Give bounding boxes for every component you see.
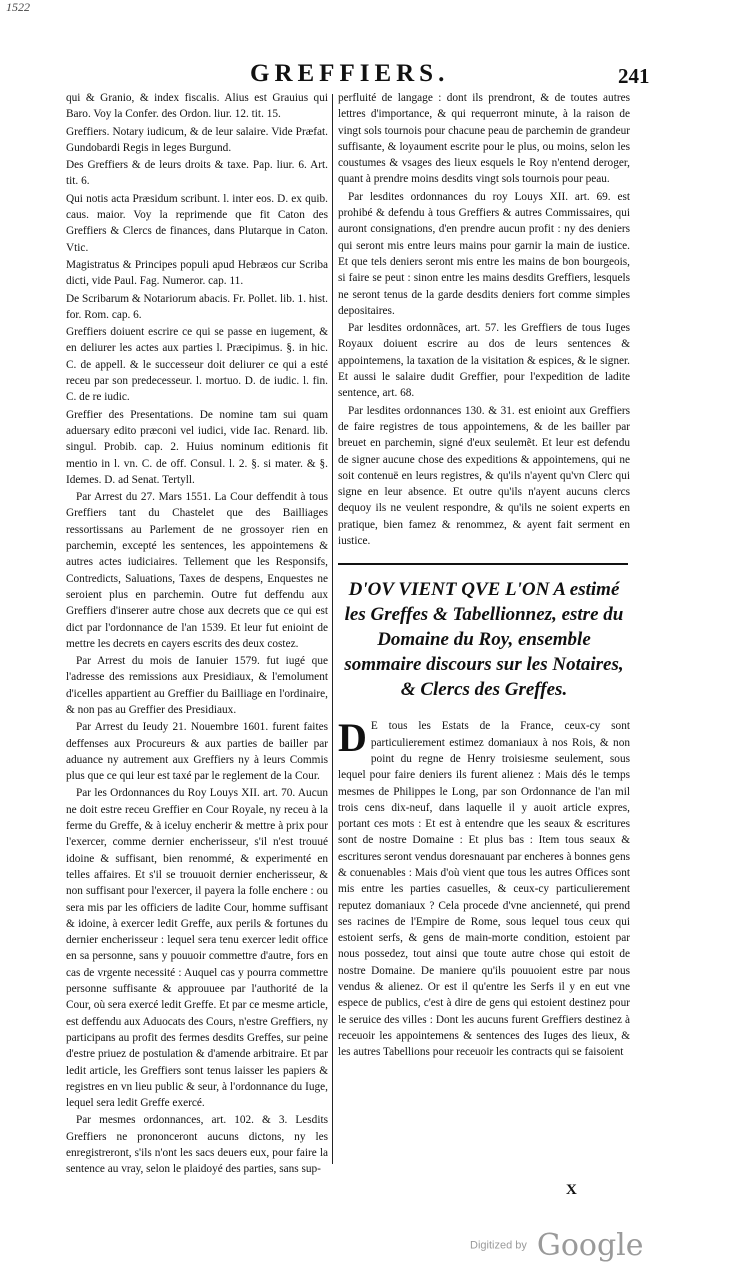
left-paragraph: Par mesmes ordonnances, art. 102. & 3. Lesdits Greffiers ne prononceront aucuns dictons, ny les enregistreront, s'ils n'ont les sacs deuers eux, pour faire la sentence au vray, selon le plaidoyé des parties, sans sup- bbox=[66, 1114, 328, 1176]
digitized-watermark bbox=[470, 1228, 644, 1263]
page-number: 241 bbox=[618, 64, 650, 88]
running-title: GREFFIERS. bbox=[250, 60, 450, 87]
left-paragraph: Magistratus & Principes populi apud Hebræos cur Scriba dicti, vide Paul. Fag. Numeror. cap. 11. bbox=[66, 258, 328, 288]
section-title: D'OV VIENT QVE L'ON A estimé les Greffes & Tabellionnez, estre du Domaine du Roy, ensemble sommaire discours sur les Notaires, & Clercs des Greffes. bbox=[344, 579, 624, 701]
section-body-text: E tous les Estats de la France, ceux-cy sont particulierement estimez domaniaux à nos Rois, & non point du regne de Henry troisiesme seulement, sous lequel pour faire deniers ils furent alienez : Mais dés le temps mesmes de Philippes le Long, par son Ordonnance de l'an mil trois cens dix-neuf, dans laquelle il y auoit article expres, portant ces mots : Et est à entendre que les seaux & escritures sont de nostre Domaine : Et plus bas : Item tous seaux & escritures seront vendus doresnauant par encheres à bonnes gens & conuenables : Mais d'où vient que tous les autres Offices sont mis entre les parties casuelles, & ceux-cy particulierement reputez domaniaux ? Cela procede d'vne ancienneté, qui prend ses racines de l'Empire de Rome, sous lequel tous ceux qui estoient serfs, & gens de main-morte condition, estoient par nous possedez, tout ainsi que toute autre chose qui estoit de nostre Domaine. De maniere qu'ils pouuoient estre par nous vendus & alienez. Or est il qu'entre les Serfs il y en eut vne espece de publics, c'est à dire de gens qui estoient destinez pour le seruice des villes : Dont les aucuns furent Greffiers destinez à receuoir les appointemens & sentences des Iuges des lieux, & les autres Tabellions pour receuoir les contracts qui se faisoient bbox=[338, 720, 630, 1059]
right-paragraph: perfluité de langage : dont ils prendront, & de toutes autres lettres d'importance, & qui requerront minute, à la raison de vingt sols tournois pour chacune peau de parchemin de grandeur suffisante, & loyaument escrite pour le plus, ou moins, selon les coustumes & vsages des lieux esquels le Roy n'entend deroger, quant à prendre moins desdits vingt sols tournois pour peau. bbox=[338, 92, 630, 186]
left-paragraph: Par Arrest du mois de Ianuier 1579. fut iugé que l'adresse des remissions aux Presidiaux, & l'emolument d'icelles appartient au Greffier du Bailliage en l'ordinaire, & non pas au Greffier des Presidiaux. bbox=[66, 655, 328, 716]
watermark-brand: Google bbox=[536, 1228, 644, 1263]
left-column bbox=[66, 90, 328, 1179]
right-column bbox=[338, 90, 630, 1062]
section-body bbox=[338, 715, 630, 1060]
left-paragraph: De Scribarum & Notariorum abacis. Fr. Pollet. lib. 1. hist. for. Rom. cap. 6. bbox=[66, 292, 328, 321]
left-paragraph: Greffier des Presentations. De nomine tam sui quam aduersary edito præconi vel iudici, vide Iac. Renard. lib. singul. Probib. cap. 2. Huius nominum editionis fit mentio in l. vn. C. de off. Consul. l. 2. §. si mater. & §. Idemes. D. ad Senat. Tertyll. bbox=[66, 408, 328, 486]
left-paragraph: Des Greffiers & de leurs droits & taxe. Pap. liur. 6. Art. tit. 6. bbox=[66, 159, 328, 188]
watermark-prefix: Digitized by bbox=[470, 1239, 527, 1252]
right-paragraph: Par lesdites ordonnãces, art. 57. les Greffiers de tous Iuges Royaux doiuent escrire au dos de leurs sentences & appointemens, la taxation de la visitation & espices, & le signer. Et aussi le salaire dudit Greffier, pour l'expedition de ladite sentence, art. 68. bbox=[338, 322, 630, 400]
right-paragraph: Par lesdites ordonnances du roy Louys XII. art. 69. est prohibé & defendu à tous Greffiers & autres Commissaires, qui auront consignations, d'en prendre aucun profit : ny des deniers qui seront mis entre leurs mains pour garnir la main de iustice. Et que tels deniers seront mis entre les mains de bon bourgeois, si faire se peut : sinon entre les mains desdits Greffiers, lesquels ne seront tenus de la garde desdits deniers fort comme simples depositaires. bbox=[338, 190, 630, 317]
margin-note: 1522 bbox=[6, 0, 30, 14]
left-paragraph: Par les Ordonnances du Roy Louys XII. art. 70. Aucun ne doit estre receu Greffier en Cour Royale, ny receu à la ferme du Greffe, & à iceluy encherir & mettre à prix pour l'exercer, comme dernier encherisseur, s'il n'est trouué idoine & suffisant, bien renommé, & experimenté en telles affaires. Et s'il se trouuoit dernier encherisseur, & non suffisant pour l'exercer, il payera la folle enchere : ou sera mis par les officiers de ladite Cour, homme suffisant & idoine, à exercer ledit Greffe, aux perils & fortunes du dernier encherisseur : lequel sera tenu exercer ledit office en sa personne, sans y pouuoir commettre d'autre, fors en cas de vrgente necessité : Auquel cas y pourra commettre personne suffisante & approuuee par l'authorité de la Cour, où sera exercé ledit Greffe. Et par ce mesme article, est deffendu aux Aduocats des Cours, n'estre Greffiers, ny participans au profit des fermes desdits Greffes, sur peine d'estre priuez de postulation & d'amende arbitraire. Et par ledit article, les Greffiers sont tenus laisser les papiers & registres en vn lieu public & seur, à l'ordonnance du Iuge, lequel sera ledit Greffe exercé. bbox=[66, 787, 329, 1110]
section-divider bbox=[338, 563, 628, 565]
left-paragraph: Greffiers doiuent escrire ce qui se passe en iugement, & en deliurer les actes aux parties l. Præcipimus. §. in hic. C. de appell. & le successeur doit deliurer ce qui a esté receu par son predecesseur. l. mortuo. D. de iudic. l. fin. C. de re iudic. bbox=[66, 326, 328, 404]
right-paragraph: Par lesdites ordonnances 130. & 31. est enioint aux Greffiers de faire registres de tous appointemens, & de les bailler par breuet en parchemin, signé d'eux seulemẽt. Et leur est defendu de signer aucune chose des expeditions & appointemens, qui ne soit contenuë en leurs registres, & qu'ils n'ayent qu'vn Clerc qui signe en leur absence. Et outre qu'ils n'ayent aucuns clercs dequoy ils ne veulent respondre, & qu'ils ne soient experts en pratique, bien famez & renommez, & ayent fait serment en iustice. bbox=[338, 404, 630, 548]
left-paragraph: qui & Granio, & index fiscalis. Alius est Grauius qui Baro. Voy la Confer. des Ordon. liur. 12. tit. 15. bbox=[66, 92, 328, 121]
column-divider bbox=[332, 94, 333, 1164]
left-paragraph: Greffiers. Notary iudicum, & de leur salaire. Vide Præfat. Gundobardi Regis in leges Burgund. bbox=[66, 125, 328, 154]
left-paragraph: Par Arrest du Ieudy 21. Nouembre 1601. furent faites deffenses aux Procureurs & aux parties de bailler par aduance ny autrement aux Greffiers ny à leurs Commis plus que ce qui leur est taxé par le reglement de la Cour. bbox=[66, 721, 328, 783]
drop-cap: D bbox=[338, 715, 367, 761]
signature-mark: X bbox=[566, 1182, 577, 1198]
left-paragraph: Par Arrest du 27. Mars 1551. La Cour deffendit à tous Greffiers tant du Chastelet que des Bailliages ressortissans au Parlement de ne grossoyer rien en parchemin, excepté les sentences, les appointemens & autres actes iudiciaires. Tellement que les Responsifs, Contredicts, Saluations, Taxes de despens, Enquestes ne seroient plus en parchemin. Outre fut deffendu aux Greffiers d'inserer autre chose aux decrets que ce qui est dict par l'ordonnance de l'an 1539. Et leur fut enioint de mettre les decrets en cayers escrits des deux costez. bbox=[66, 491, 328, 650]
page-header bbox=[0, 58, 748, 94]
left-paragraph: Qui notis acta Præsidum scribunt. l. inter eos. D. ex quib. caus. maior. Voy la reprimende que fit Caton des Greffiers & Clercs de finances, dans Plutarque in Caton. Vtic. bbox=[66, 192, 328, 254]
